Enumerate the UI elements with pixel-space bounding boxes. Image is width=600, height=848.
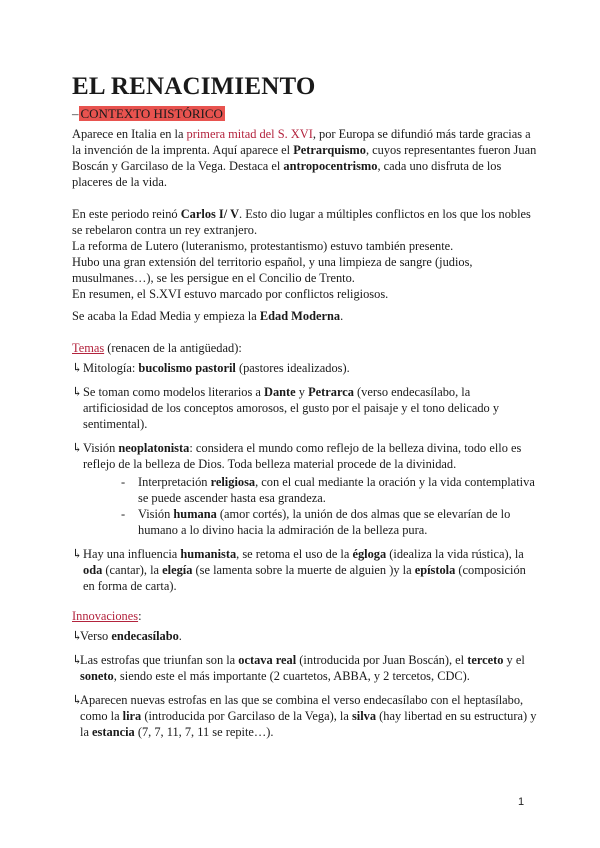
- page-number: 1: [518, 796, 525, 808]
- term-petrarquismo: Petrarquismo: [293, 143, 366, 157]
- temas-heading: Temas (renacen de la antigüedad):: [72, 341, 242, 355]
- arrow-icon: ↳: [72, 547, 83, 561]
- document-page: [72, 72, 538, 748]
- paragraph-origen: Aparece en Italia en la primera mitad del S. XVI, por Europa se difundió más tarde gracias a la invención de la imprenta. Aquí aparece el Petrarquismo, cuyos representantes fueron Juan Boscán y Garcilaso de la Vega. Destaca el antropocentrismo, cada uno disfruta de los placeres de la vida.: [72, 127, 537, 189]
- list-item: ↳ Mitología: bucolismo pastoril (pastores idealizados).: [72, 361, 350, 375]
- paragraph-contexto-politico: En este periodo reinó Carlos I/ V. Esto dio lugar a múltiples conflictos en los que los nobles se rebelaron contra un rey extranjero.: [72, 207, 531, 237]
- term-carlos: Carlos I/ V: [180, 207, 240, 221]
- page-title: EL RENACIMIENTO: [72, 73, 316, 100]
- arrow-icon: ↳: [72, 385, 83, 399]
- arrow-icon: ↳: [72, 629, 83, 643]
- arrow-icon: ↳: [72, 693, 83, 707]
- list-item: ↳ Verso endecasílabo.: [72, 629, 182, 643]
- sub-list: [83, 474, 538, 538]
- sub-list-item: - Interpretación religiosa, con el cual mediante la oración y la vida contemplativa se puede ascender hasta esa grandeza.: [121, 475, 535, 505]
- arrow-icon: ↳: [72, 441, 83, 455]
- innovaciones-label: Innovaciones: [72, 609, 139, 623]
- section-dash: –: [72, 106, 79, 121]
- sub-list-item: - Visión humana (amor cortés), la unión de dos almas que se elevarían de lo humano a lo divino hacia la admiración de la belleza pura.: [121, 507, 511, 537]
- temas-label: Temas: [72, 341, 105, 355]
- list-item: ↳ Aparecen nuevas estrofas en las que se combina el verso endecasílabo con el heptasílabo, como la lira (introducida por Garcilaso de la Vega), la silva (hay libertad en su estructura) y la estancia (7, 7, 11, 7, 11 se repite…).: [72, 693, 537, 739]
- paragraph-extension: Hubo una gran extensión del territorio español, y una limpieza de sangre (judios, musulmanes…), se les persigue en el Concilio de Trento.: [72, 255, 473, 285]
- list-item: ↳ Las estrofas que triunfan son la octava real (introducida por Juan Boscán), el terceto y el soneto, siendo este el más importante (2 cuartetos, ABBA, y 2 tercetos, CDC).: [72, 653, 525, 683]
- paragraph-reforma: La reforma de Lutero (luteranismo, protestantismo) estuvo también presente.: [72, 239, 454, 253]
- arrow-icon: ↳: [72, 653, 83, 667]
- list-item: ↳ Hay una influencia humanista, se retoma el uso de la égloga (idealiza la vida rústica), la oda (cantar), la elegía (se lamenta sobre la muerte de alguien )y la epístola (composición en forma de carta).: [72, 547, 526, 593]
- section-heading-contexto: [72, 106, 538, 122]
- dash-bullet: -: [121, 507, 126, 521]
- arrow-icon: ↳: [72, 361, 83, 375]
- section-label-highlighted: CONTEXTO HISTÓRICO: [80, 106, 223, 121]
- paragraph-edad-moderna: Se acaba la Edad Media y empieza la Edad Moderna.: [72, 309, 344, 323]
- innovaciones-heading: Innovaciones:: [72, 609, 142, 623]
- list-item: ↳ Visión neoplatonista: considera el mundo como reflejo de la belleza divina, todo ello es reflejo de la belleza de Dios. Toda belleza material procede de la divinidad. - Interpretación religiosa, con el cual mediante la oración y la vida contemplativa se puede ascender hasta esa grandeza. - Visión humana (amor cortés), la unión de dos almas que se elevarían de lo humano a lo divino hacia la admiración de la belleza pura.: [72, 440, 538, 538]
- term-edad-moderna: Edad Moderna: [259, 309, 341, 323]
- highlight-date: primera mitad del S. XVI: [186, 127, 313, 141]
- dash-bullet: -: [121, 475, 126, 489]
- list-item: ↳ Se toman como modelos literarios a Dante y Petrarca (verso endecasílabo, la artificiosidad de los conceptos amorosos, el gusto por el paisaje y el tono delicado y sentimental).: [72, 385, 500, 431]
- paragraph-resumen: En resumen, el S.XVI estuvo marcado por conflictos religiosos.: [72, 287, 389, 301]
- term-antropocentrismo: antropocentrismo: [283, 159, 378, 173]
